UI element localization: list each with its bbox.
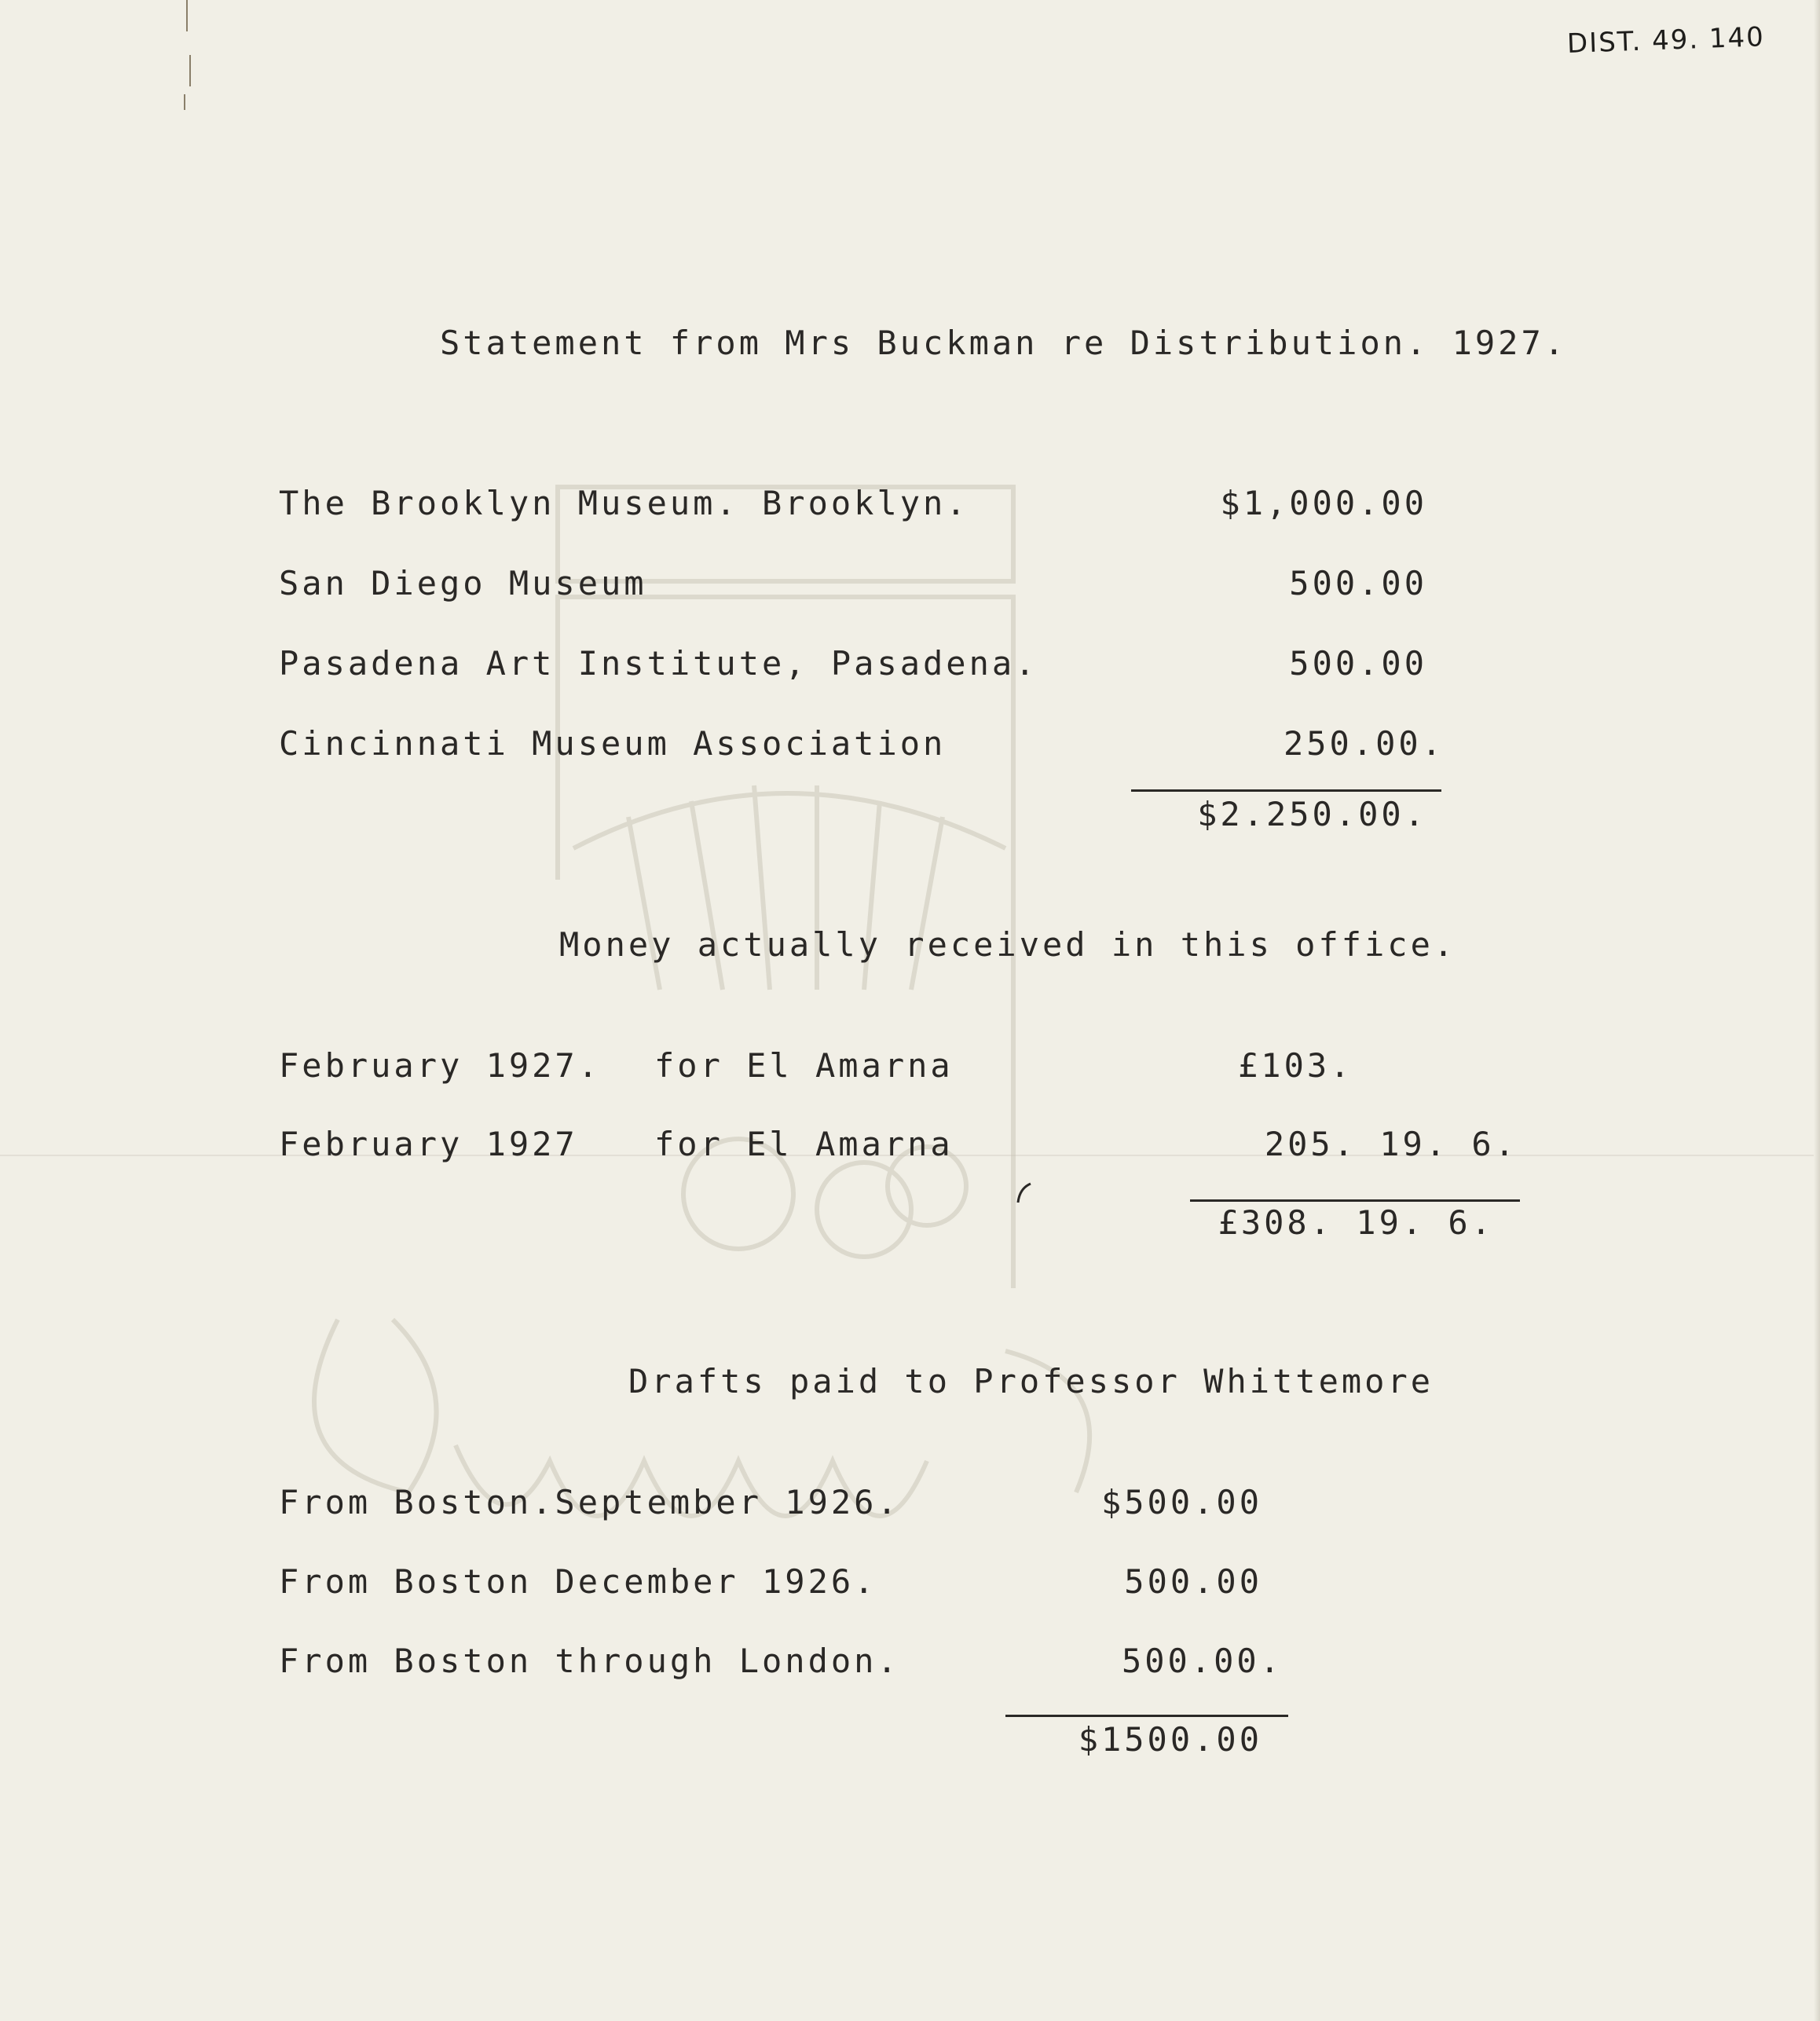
distribution-row-amount: $1,000.00 xyxy=(1220,484,1427,522)
received-heading: Money actually received in this office. xyxy=(559,925,1457,964)
distribution-total-rule xyxy=(1131,789,1441,792)
received-total-rule xyxy=(1190,1199,1520,1202)
received-row-date: February 1927 xyxy=(279,1125,578,1163)
received-total: £308. 19. 6. xyxy=(1218,1203,1494,1242)
drafts-row-amount: $500.00 xyxy=(1100,1483,1262,1521)
distribution-row-label: San Diego Museum xyxy=(279,564,647,602)
drafts-row-label: From Boston December 1926. xyxy=(279,1562,877,1601)
drafts-total-rule xyxy=(1005,1715,1288,1717)
distribution-row-amount: 250.00. xyxy=(1283,724,1445,763)
drafts-row-amount: 500.00. xyxy=(1121,1642,1283,1680)
distribution-row-amount: 500.00 xyxy=(1289,644,1427,683)
reference-number: DIST. 49. 140 xyxy=(1566,21,1766,60)
received-row-amount: 205. 19. 6. xyxy=(1264,1125,1518,1163)
paper-specks xyxy=(181,0,204,118)
distribution-total: $2.250.00. xyxy=(1197,795,1427,833)
document-title: Statement from Mrs Buckman re Distribution. 1927. xyxy=(440,324,1568,362)
distribution-row-amount: 500.00 xyxy=(1289,564,1427,602)
distribution-row-label: Pasadena Art Institute, Pasadena. xyxy=(279,644,1038,683)
received-row-purpose: for El Amarna xyxy=(654,1046,954,1085)
paper-edge-shadow xyxy=(1814,0,1820,2021)
drafts-row-amount: 500.00 xyxy=(1124,1562,1262,1601)
drafts-total: $1500.00 xyxy=(1078,1720,1262,1759)
distribution-row-label: The Brooklyn Museum. Brooklyn. xyxy=(279,484,969,522)
received-row-amount: £103. xyxy=(1238,1046,1353,1085)
received-row-date: February 1927. xyxy=(279,1046,602,1085)
distribution-row-label: Cincinnati Museum Association xyxy=(279,724,947,763)
received-row-purpose: for El Amarna xyxy=(654,1125,954,1163)
pencil-tick-mark xyxy=(1015,1181,1034,1204)
drafts-row-label: From Boston through London. xyxy=(279,1642,900,1680)
drafts-row-label: From Boston.September 1926. xyxy=(279,1483,900,1521)
drafts-heading: Drafts paid to Professor Whittemore xyxy=(628,1362,1434,1400)
